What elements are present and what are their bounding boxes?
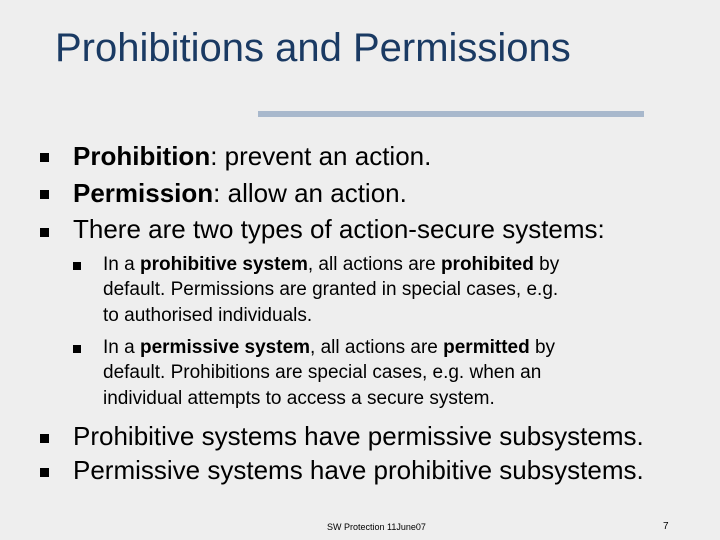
bullet-marker [40,228,49,237]
bullet-text: : prevent an action. [210,141,432,171]
bullet-text: : allow an action. [213,178,407,208]
bullet-marker [40,190,49,199]
slide-title: Prohibitions and Permissions [55,26,571,70]
bullet-term: Prohibition [73,141,211,171]
bullet-permission [73,178,407,209]
bullet-term: Permission [73,178,214,208]
bullet-prohibition [73,141,431,172]
sub-bullet-prohibitive-line3: to authorised individuals. [103,305,313,326]
sub-bullet-prohibitive-line2: default. Permissions are granted in special cases, e.g. [103,279,559,300]
sub-bullet-permissive-line1: In a permissive system, all actions are permitted by [103,337,556,358]
sub-bullet-permissive-line2: default. Prohibitions are special cases, e.g. when an [103,362,542,383]
sub-bullet-marker [73,262,81,270]
page-number: 7 [663,521,669,532]
sub-bullet-marker [73,345,81,353]
bullet-prohibitive-systems: Prohibitive systems have permissive subsystems. [73,421,644,451]
bullet-marker [40,468,49,477]
bullet-marker [40,434,49,443]
bullet-two-types: There are two types of action-secure systems: [73,214,605,244]
sub-bullet-permissive-line3: individual attempts to access a secure system. [103,388,495,409]
footer-text: SW Protection 11June07 [327,522,426,532]
title-underline [258,111,644,117]
sub-bullet-prohibitive-line1: In a prohibitive system, all actions are prohibited by [103,254,560,275]
bullet-marker [40,153,49,162]
bullet-permissive-systems: Permissive systems have prohibitive subsystems. [73,455,644,485]
